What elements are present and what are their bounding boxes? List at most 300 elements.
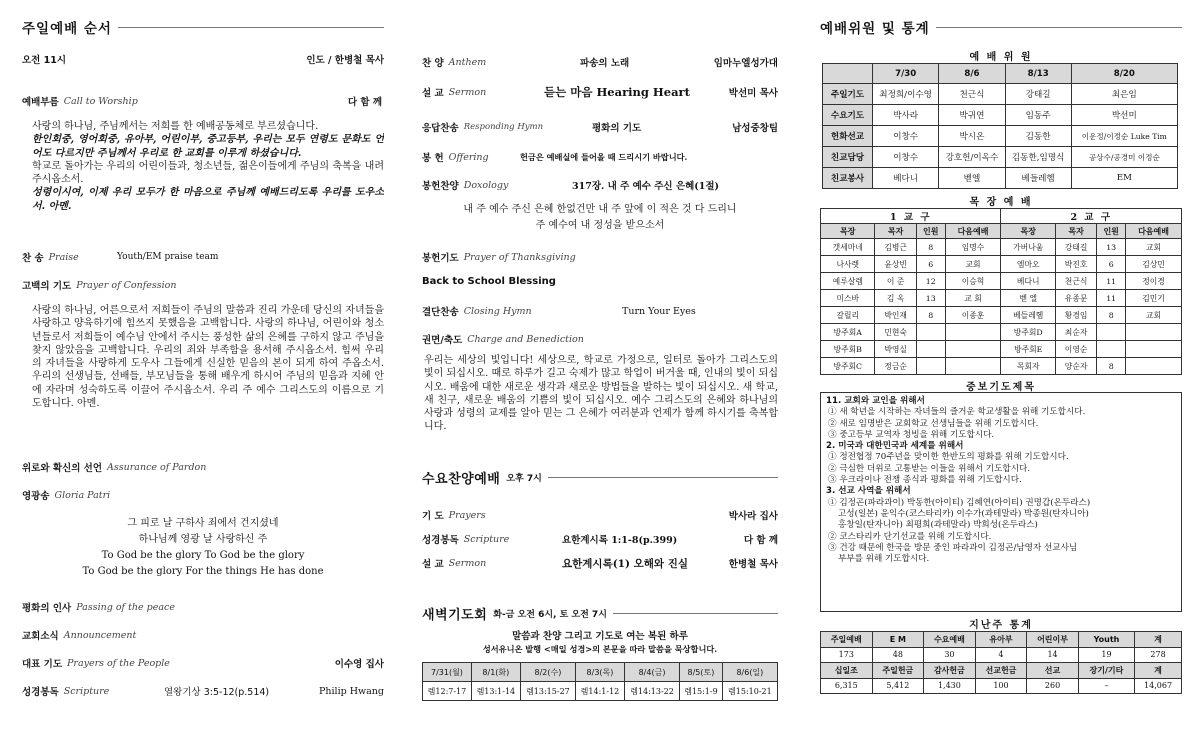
wednesday-title: 수요찬양예배 — [422, 471, 501, 487]
gloria-label: 영광송 — [22, 491, 50, 502]
parish-header-cell: 목장 — [821, 224, 875, 239]
prayer-line: ② 극심한 더위로 고통받는 이들을 위해서 기도합시다. — [828, 463, 1031, 474]
wed-sermon-label: 설 교 — [422, 559, 444, 570]
confession-text: 사랑의 하나님, 어른으로서 저희들이 주님의 말씀과 진리 가운데 당신의 자녀들을 사랑하고 양육하기에 힘쓰지 못했음을 고백합니다. 사랑의 하나님, 어린이와 청소년들로서 저희들이 예수님 안에서 주시는 풍성한 삶의 은혜를 구하지 않고 주님을 찾지 않았음을 고백합니다. 우리의 죄와 부족함을 용서해 주시옵소서. 힘써 우리의 자녀들을 사랑하게 도우사 그들에게 신실한 믿음의 본이 되게 하여 주옵소서. 우리의 선생님들, 선배들, 부모님들을 통해 배우게 하시어 주님의 믿음과 지혜 안에 자라며 성숙하도록 이끌어 주시옵소서. 우리 주 예수 그리스도의 이름으로 기도합니다. 아멘. — [32, 305, 384, 410]
parish-cell: 교 회 — [945, 290, 1001, 307]
dawn-line-1: 말씀과 찬양 그리고 기도로 여는 복된 하루 — [512, 631, 688, 642]
peace-en: Passing of the peace — [76, 601, 175, 613]
stats-title: 지난주 통계 — [969, 620, 1033, 631]
duty-role-cell: 친교담당 — [823, 147, 873, 168]
duty-row — [823, 126, 1178, 147]
prayer-line: ② 코스타리카 단기선교를 위해 기도합시다. — [828, 531, 992, 542]
parish-cell: 11 — [1097, 290, 1126, 307]
parish-cell: 6 — [1097, 256, 1126, 273]
dawn-text-cell: 렘14:13-22 — [624, 682, 679, 701]
blessing-row — [422, 276, 778, 287]
prayer-line: 홍창일(탄자니아) 최평희(과테말라) 박희성(온두라스) — [838, 520, 1038, 531]
parish-cell — [945, 324, 1001, 341]
doxology-title: 317장. 내 주 예수 주신 은혜(1절) — [572, 181, 720, 192]
duty-role-cell: 친교봉사 — [823, 168, 873, 189]
duty-title: 예 배 위 원 — [969, 52, 1033, 63]
offering-en: Offering — [448, 151, 489, 163]
stats-header-cell: 계 — [1135, 632, 1182, 648]
doxology-line-2: 주 예수여 내 정성을 받으소서 — [535, 220, 665, 231]
worship-order-title: 주일예배 순서 — [22, 21, 112, 37]
call-line-4: 성령이시여, 이제 우리 모두가 한 마음으로 주님께 예배드리도록 우리를 도우소서. 아멘. — [32, 187, 384, 212]
parish-cell: 예루살렘 — [821, 273, 875, 290]
parish-cell: 나사렛 — [821, 256, 875, 273]
parish-cell: 방주회A — [821, 324, 875, 341]
assurance-en: Assurance of Pardon — [107, 461, 207, 473]
wed-scripture-row — [422, 532, 778, 546]
parish-cell: 13 — [1097, 239, 1126, 256]
anthem-label: 찬 양 — [422, 58, 444, 69]
duty-cell: 박선미 — [1071, 105, 1177, 126]
rep-prayer-label: 대표 기도 — [22, 659, 63, 670]
gloria-lyrics — [22, 516, 384, 580]
dawn-texts-row — [423, 682, 778, 701]
parish-row — [821, 290, 1182, 307]
duty-header-row — [823, 64, 1178, 84]
parish-row — [821, 324, 1182, 341]
duty-date-cell: 8/20 — [1071, 64, 1177, 84]
call-leader: 다 함 께 — [347, 97, 382, 108]
duty-date-cell: 8/13 — [1005, 64, 1071, 84]
rep-prayer-leader: 이수영 집사 — [334, 659, 384, 670]
dawn-desc — [422, 630, 778, 656]
duty-row — [823, 168, 1178, 189]
service-time-row — [22, 52, 384, 66]
parish-cell: 김병근 — [875, 239, 916, 256]
sermon-row — [422, 85, 778, 99]
closing-row — [422, 304, 778, 318]
closing-title: Turn Your Eyes — [622, 305, 696, 317]
stats-table — [820, 631, 1182, 694]
dawn-text-cell: 렘13:1-14 — [471, 682, 520, 701]
parish-cell: 갈릴리 — [821, 307, 875, 324]
dawn-day-cell: 8/2(수) — [520, 663, 575, 682]
parish-cell: 이승혁 — [945, 273, 1001, 290]
announcement-row — [22, 628, 384, 642]
confession-row — [22, 278, 384, 292]
wednesday-time: 오후 7시 — [506, 473, 542, 484]
offering-note: 헌금은 예배실에 들어올 때 드리시기 바랍니다. — [520, 151, 688, 162]
stats-value-cell: 1,430 — [924, 678, 976, 694]
praise-team: Youth/EM praise team — [117, 252, 219, 262]
parish-cell: 8 — [1097, 307, 1126, 324]
prayer-title: 중보기도제목 — [966, 382, 1036, 393]
parish-cell: 베다니 — [1001, 273, 1055, 290]
duty-row — [823, 147, 1178, 168]
parish-header-cell: 목장 — [1001, 224, 1055, 239]
thanksgiving-en: Prayer of Thanksgiving — [463, 251, 576, 263]
stats-header-cell: 감사헌금 — [924, 663, 976, 679]
duty-cell: 이창수 — [873, 126, 939, 147]
parish-cell: 미스바 — [821, 290, 875, 307]
parish-header-cell: 인원 — [1097, 224, 1126, 239]
sermon-title: 듣는 마음 Hearing Heart — [544, 85, 690, 99]
anthem-en: Anthem — [448, 56, 487, 68]
duty-row — [823, 105, 1178, 126]
call-to-worship-row — [22, 94, 384, 108]
duty-cell: 베다니 — [873, 168, 939, 189]
parish-header-cell: 인원 — [916, 224, 945, 239]
parish-header-row — [821, 224, 1182, 239]
parish-group-row — [821, 209, 1182, 224]
dawn-days-row — [423, 663, 778, 682]
prayer-line: 부부를 위해 기도합시다. — [838, 554, 930, 565]
stats-value-cell: 4 — [975, 647, 1027, 663]
dawn-header — [422, 604, 778, 622]
parish-cell: 8 — [1097, 358, 1126, 375]
charge-label: 권면/축도 — [422, 335, 463, 346]
stats-header-cell: 주일헌금 — [872, 663, 924, 679]
parish-table — [820, 208, 1182, 375]
dawn-day-cell: 8/5(토) — [680, 663, 723, 682]
parish-cell — [1126, 324, 1182, 341]
stats-value-cell: 6,315 — [821, 678, 873, 694]
stats-header-cell: 선교 — [1027, 663, 1079, 679]
confession-en: Prayer of Confession — [76, 279, 177, 291]
worship-order-header — [22, 18, 384, 36]
stats-value-cell: 100 — [975, 678, 1027, 694]
response-choir: 남성중창팀 — [732, 123, 778, 134]
announcement-en: Announcement — [63, 629, 137, 641]
stats-header-cell: 어린이부 — [1027, 632, 1079, 648]
gloria-line-3: To God be the glory To God be the glory — [101, 550, 305, 561]
scripture-row — [22, 684, 384, 698]
parish-cell: 교회 — [1126, 239, 1182, 256]
response-title: 평화의 기도 — [592, 123, 642, 134]
dawn-day-cell: 8/4(금) — [624, 663, 679, 682]
stats-header-cell: 주일예배 — [821, 632, 873, 648]
doxology-label: 봉헌찬양 — [422, 181, 459, 192]
parish-cell: 최순자 — [1055, 324, 1096, 341]
dawn-reading-table — [422, 662, 778, 701]
assurance-row — [22, 460, 384, 474]
scripture-ref: 열왕기상 3:5-12(p.514) — [164, 687, 270, 698]
peace-label: 평화의 인사 — [22, 603, 72, 614]
stats-row — [821, 647, 1182, 663]
stats-header-cell: E M — [872, 632, 924, 648]
stats-value-cell: 14,067 — [1135, 678, 1182, 694]
dawn-text-cell: 렘13:15-27 — [520, 682, 575, 701]
stats-column — [820, 0, 1182, 729]
stats-header-cell: 십일조 — [821, 663, 873, 679]
wed-prayer-row — [422, 508, 778, 522]
parish-cell — [1097, 341, 1126, 358]
stats-rule — [936, 27, 1182, 28]
parish-cell — [916, 341, 945, 358]
dawn-text-cell: 렘14:1-12 — [576, 682, 625, 701]
doxology-line-1: 내 주 예수 주신 은혜 한없건만 내 주 앞에 이 적은 것 다 드리니 — [463, 204, 737, 215]
title-rule — [118, 27, 384, 28]
parish-cell: 8 — [916, 239, 945, 256]
call-label: 예배부름 — [22, 97, 59, 108]
parish-cell: 교회 — [945, 256, 1001, 273]
stats-row — [821, 632, 1182, 648]
parish-cell — [1097, 324, 1126, 341]
duty-cell: 강호헌/이옥수 — [939, 147, 1005, 168]
wed-sermon-title: 요한계시록(1) 오해와 진실 — [562, 557, 688, 570]
thanksgiving-row — [422, 250, 778, 264]
wed-prayer-leader: 박사라 집사 — [728, 511, 778, 522]
stats-row — [821, 678, 1182, 694]
duty-cell: 이창수 — [873, 147, 939, 168]
wed-scripture-reader: 다 함 께 — [743, 535, 778, 546]
parish-cell: 12 — [916, 273, 945, 290]
parish-cell: 강태길 — [1055, 239, 1096, 256]
dawn-title: 새벽기도회 — [422, 607, 488, 623]
response-row — [422, 120, 778, 134]
praise-label: 찬 송 — [22, 253, 44, 264]
stats-value-cell: 14 — [1027, 647, 1079, 663]
praise-en: Praise — [48, 251, 79, 263]
dawn-day-cell: 8/3(목) — [576, 663, 625, 682]
parish-cell: 정금순 — [875, 358, 916, 375]
closing-label: 결단찬송 — [422, 307, 459, 318]
dawn-rule — [613, 613, 778, 614]
dawn-text-cell: 렘15:1-9 — [680, 682, 723, 701]
stats-value-cell: 260 — [1027, 678, 1079, 694]
anthem-choir: 임마누엘성가대 — [713, 58, 778, 69]
anthem-row — [422, 55, 778, 69]
charge-row — [422, 332, 778, 346]
sermon-label: 설 교 — [422, 88, 444, 99]
blessing-title: Back to School Blessing — [422, 276, 556, 287]
doxology-lyrics — [422, 202, 778, 234]
call-line-3: 학교로 돌아가는 우리의 어린이들과, 청소년들, 젊은이들에게 주님의 축복을 내려 주시옵소서. — [32, 160, 384, 186]
parish-row — [821, 256, 1182, 273]
parish-group-cell: 1 교 구 — [821, 209, 1001, 224]
prayer-line: ① 새 학년을 시작하는 자녀들의 즐거운 학교생활을 위해 기도합시다. — [828, 407, 1086, 418]
scripture-reader: Philip Hwang — [318, 685, 384, 697]
prayer-line: ① 김정곤(파라과이) 박동한(아이티) 김혜연(아이티) 권명갑(온두라스) — [828, 497, 1091, 508]
parish-cell: 가버나움 — [1001, 239, 1055, 256]
confession-label: 고백의 기도 — [22, 281, 72, 292]
scripture-label: 성경봉독 — [22, 687, 59, 698]
parish-cell: 방주회B — [821, 341, 875, 358]
duty-role-cell: 주일기도 — [823, 84, 873, 105]
parish-cell: 13 — [916, 290, 945, 307]
stats-header-cell: 유아부 — [975, 632, 1027, 648]
service-time: 오전 11시 — [22, 55, 67, 66]
parish-row — [821, 307, 1182, 324]
parish-cell: 김상민 — [1126, 256, 1182, 273]
charge-en: Charge and Benediction — [467, 333, 584, 345]
duty-role-cell: 헌화선교 — [823, 126, 873, 147]
worship-order-column — [22, 0, 384, 729]
stats-row — [821, 663, 1182, 679]
closing-en: Closing Hymn — [463, 305, 532, 317]
wed-sermon-en: Sermon — [448, 557, 487, 569]
parish-cell: 김민기 — [1126, 290, 1182, 307]
parish-header-cell: 다음예배 — [945, 224, 1001, 239]
doxology-row — [422, 178, 778, 192]
parish-cell: 김 옥 — [875, 290, 916, 307]
wed-prayer-label: 기 도 — [422, 511, 444, 522]
duty-cell: 천근식 — [939, 84, 1005, 105]
dawn-day-cell: 8/6(일) — [722, 663, 777, 682]
parish-cell — [1126, 358, 1182, 375]
parish-cell: 임명수 — [945, 239, 1001, 256]
parish-cell: 양순자 — [1055, 358, 1096, 375]
parish-cell: 윤상빈 — [875, 256, 916, 273]
dawn-text-cell: 렘12:7-17 — [423, 682, 472, 701]
parish-row — [821, 239, 1182, 256]
prayer-line: ③ 건강 때문에 한국을 방문 중인 파라과이 김정곤/남영자 선교사님 — [828, 542, 1078, 553]
scripture-en: Scripture — [63, 685, 110, 697]
parish-row — [821, 341, 1182, 358]
stats-value-cell: 278 — [1135, 647, 1182, 663]
thanksgiving-label: 봉헌기도 — [422, 253, 459, 264]
duty-cell: 최은임 — [1071, 84, 1177, 105]
parish-cell: 11 — [1097, 273, 1126, 290]
stats-header-cell: 선교헌금 — [975, 663, 1027, 679]
duty-role-cell: 수요기도 — [823, 105, 873, 126]
duty-date-cell: 8/6 — [939, 64, 1005, 84]
stats-header-cell: Youth — [1078, 632, 1134, 648]
gloria-line-2: 하나님께 영광 날 사랑하신 주 — [138, 534, 268, 545]
duty-cell: 임동주 — [1005, 105, 1071, 126]
stats-value-cell: 48 — [872, 647, 924, 663]
parish-cell: 방주회D — [1001, 324, 1055, 341]
stats-header-cell: 수요예배 — [924, 632, 976, 648]
duty-table — [822, 63, 1178, 189]
rep-prayer-en: Prayers of the People — [67, 657, 170, 669]
duty-cell: 박귀연 — [939, 105, 1005, 126]
wednesday-header — [422, 468, 778, 486]
parish-cell: 이 준 — [875, 273, 916, 290]
parish-cell: 천근식 — [1055, 273, 1096, 290]
announcement-label: 교회소식 — [22, 631, 59, 642]
parish-cell: 베들레헴 — [1001, 307, 1055, 324]
response-label: 응답찬송 — [422, 123, 459, 134]
prayer-line: 2. 미국과 대한민국과 세계를 위해서 — [826, 441, 964, 452]
parish-header-cell: 다음예배 — [1126, 224, 1182, 239]
prayer-line: 3. 선교 사역을 위해서 — [826, 486, 911, 497]
gloria-en: Gloria Patri — [54, 489, 111, 501]
parish-cell — [1126, 341, 1182, 358]
wed-sermon-row — [422, 556, 778, 570]
wednesday-rule — [548, 477, 778, 478]
wed-scripture-en: Scripture — [463, 533, 510, 545]
parish-cell: 유종문 — [1055, 290, 1096, 307]
parish-cell: 이종훈 — [945, 307, 1001, 324]
parish-header-cell: 목자 — [1055, 224, 1096, 239]
wed-scripture-ref: 요한계시록 1:1-8(p.399) — [562, 535, 678, 546]
stats-value-cell: 19 — [1078, 647, 1134, 663]
parish-cell: 목회자 — [1001, 358, 1055, 375]
parish-cell: 황경임 — [1055, 307, 1096, 324]
prayer-line: 고성(일본) 윤익수(코스타리카) 이수가(과테말라) 박종원(탄자니아) — [838, 508, 1089, 519]
worship-order-column-2 — [422, 0, 778, 729]
parish-cell — [916, 358, 945, 375]
wed-scripture-label: 성경봉독 — [422, 535, 459, 546]
stats-column-title: 예배위원 및 통계 — [820, 21, 930, 37]
parish-cell: 방주회C — [821, 358, 875, 375]
stats-value-cell: 5,412 — [872, 678, 924, 694]
duty-cell: 최정희/이수영 — [873, 84, 939, 105]
dawn-text-cell: 렘15:10-21 — [722, 682, 777, 701]
parish-row — [821, 273, 1182, 290]
parish-cell: 민현숙 — [875, 324, 916, 341]
prayer-line: ③ 우크라이나 전쟁 종식과 평화를 위해 기도합시다. — [828, 475, 1022, 486]
parish-cell: 박영실 — [875, 341, 916, 358]
call-line-1: 사랑의 하나님, 주님께서는 저희를 한 예배공동체로 부르셨습니다. — [32, 121, 319, 132]
sermon-en: Sermon — [448, 86, 487, 98]
dawn-day-cell: 7/31(월) — [423, 663, 472, 682]
duty-corner-cell — [823, 64, 873, 84]
stats-header-cell: 장기/기타 — [1078, 663, 1134, 679]
parish-cell: 박인재 — [875, 307, 916, 324]
parish-header-cell: 목자 — [875, 224, 916, 239]
response-en: Responding Hymn — [463, 122, 544, 132]
duty-cell: 공상수/공경미 이정순 — [1071, 147, 1177, 168]
rep-prayer-row — [22, 656, 384, 670]
sermon-preacher: 박선미 목사 — [728, 88, 778, 99]
duty-cell: 김동한 — [1005, 126, 1071, 147]
duty-cell: 이운정/이정순 Luke Tim — [1071, 126, 1177, 147]
duty-row — [823, 84, 1178, 105]
parish-cell: 엠마오 — [1001, 256, 1055, 273]
stats-header-cell: 계 — [1135, 663, 1182, 679]
prayer-line: 11. 교회와 교인을 위해서 — [826, 396, 925, 406]
duty-cell: 김동한,임명식 — [1005, 147, 1071, 168]
parish-row — [821, 358, 1182, 375]
gloria-row — [22, 488, 384, 502]
duty-cell: 박시온 — [939, 126, 1005, 147]
duty-cell: 벧엘 — [939, 168, 1005, 189]
prayer-line: ① 정전협정 70주년을 맞이한 한반도의 평화를 위해 기도합시다. — [828, 452, 1069, 463]
charge-text: 우리는 세상의 빛입니다! 세상으로, 학교로 가정으로, 일터로 돌아가 그리스도의 빛이 되십시오. 때로 하루가 길고 숙제가 많고 학업이 버거울 때, 인내의 빛이 되십시오. 배움에 대한 새로운 생각과 새로운 방법들을 발하는 빛이 되십시오. 새 학교, 새 친구, 새로운 배움의 기쁨의 빛이 되십시오. 예수 그리스도의 은혜와 하나님의 사랑과 성령의 교제를 알아 믿는 그 은혜가 여러분과 언제가 함께 하시기를 축복합니다. — [424, 355, 778, 433]
parish-group-cell: 2 교 구 — [1001, 209, 1182, 224]
parish-cell — [945, 341, 1001, 358]
parish-cell — [945, 358, 1001, 375]
parish-cell — [916, 324, 945, 341]
prayer-line: ③ 중고등부 교역자 청빙을 위해 기도합시다. — [828, 429, 995, 440]
call-text — [32, 120, 384, 213]
parish-cell: 박진호 — [1055, 256, 1096, 273]
prayer-box — [820, 392, 1182, 612]
duty-date-cell: 7/30 — [873, 64, 939, 84]
stats-value-cell: 30 — [924, 647, 976, 663]
praise-row — [22, 250, 384, 264]
peace-row — [22, 600, 384, 614]
service-leader: 인도 / 한병철 목사 — [306, 55, 384, 66]
call-line-2: 한인회중, 영어회중, 유아부, 어린이부, 중고등부, 우리는 모두 연령도 문화도 언어도 다르지만 주님께서 우리로 한 교회를 이루게 하셨습니다. — [32, 134, 384, 159]
stats-header — [820, 18, 1182, 36]
gloria-line-1: 그 피로 날 구하사 죄에서 건지셨네 — [127, 518, 279, 529]
assurance-label: 위로와 확신의 선언 — [22, 463, 103, 474]
stats-value-cell: 173 — [821, 647, 873, 663]
duty-cell: EM — [1071, 168, 1177, 189]
stats-value-cell: – — [1078, 678, 1134, 694]
call-en: Call to Worship — [63, 95, 138, 107]
parish-cell: 이영순 — [1055, 341, 1096, 358]
dawn-time: 화-금 오전 6시, 토 오전 7시 — [493, 609, 607, 620]
offering-row — [422, 150, 778, 164]
doxology-en: Doxology — [463, 179, 509, 191]
gloria-line-4: To God be the glory For the things He has done — [82, 566, 324, 577]
parish-cell: 방주회E — [1001, 341, 1055, 358]
duty-cell: 베들레헴 — [1005, 168, 1071, 189]
prayer-line: ② 새로 임명받은 교회학교 선생님들을 위해 기도합시다. — [828, 418, 1039, 429]
duty-cell: 박사라 — [873, 105, 939, 126]
wed-prayer-en: Prayers — [448, 509, 486, 521]
wed-sermon-preacher: 한병철 목사 — [728, 559, 778, 570]
parish-cell: 6 — [916, 256, 945, 273]
